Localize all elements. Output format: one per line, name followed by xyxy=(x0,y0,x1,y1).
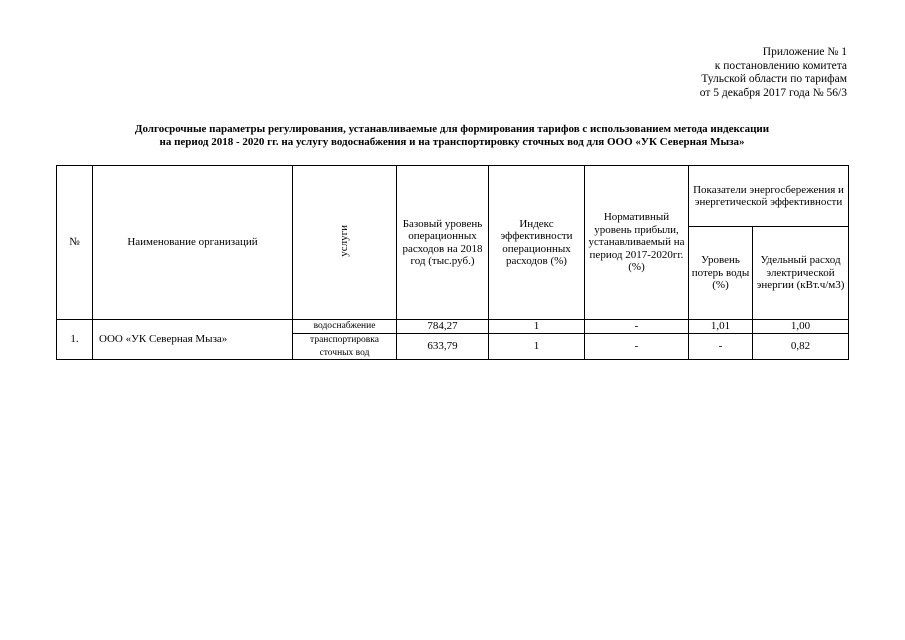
appendix-line: от 5 декабря 2017 года № 56/3 xyxy=(699,86,847,99)
header-profit: Нормативный уровень прибыли, устанавливаемый на период 2017-2020гг. (%) xyxy=(585,166,689,320)
header-electric: Удельный расход электрической энергии (кВт.ч/м3) xyxy=(753,227,849,320)
header-losses: Уровень потерь воды (%) xyxy=(689,227,753,320)
cell-electric: 1,00 xyxy=(753,320,849,334)
appendix-line: Тульской области по тарифам xyxy=(701,73,847,85)
header-row xyxy=(57,166,849,227)
cell-num: 1. xyxy=(57,320,93,360)
header-energy-group: Показатели энергосбережения и энергетической эффективности xyxy=(689,166,849,227)
header-org: Наименование организаций xyxy=(93,166,293,320)
title-line: на период 2018 - 2020 гг. на услугу водоснабжения и на транспортировку сточных вод для ООО «УК Северная Мыза» xyxy=(159,136,745,148)
cell-profit: - xyxy=(585,334,689,360)
header-index: Индекс эффективности операционных расходов (%) xyxy=(489,166,585,320)
document-title xyxy=(56,123,848,149)
cell-service: транспортировка сточных вод xyxy=(293,334,397,360)
cell-profit: - xyxy=(585,320,689,334)
cell-base: 784,27 xyxy=(397,320,489,334)
cell-index: 1 xyxy=(489,320,585,334)
parameters-table xyxy=(56,165,849,360)
cell-electric: 0,82 xyxy=(753,334,849,360)
cell-index: 1 xyxy=(489,334,585,360)
cell-service: водоснабжение xyxy=(293,320,397,334)
header-base: Базовый уровень операционных расходов на 2018 год (тыс.руб.) xyxy=(397,166,489,320)
table-row xyxy=(57,320,849,334)
appendix-line: Приложение № 1 xyxy=(762,46,847,58)
cell-losses: 1,01 xyxy=(689,320,753,334)
cell-base: 633,79 xyxy=(397,334,489,360)
header-service-label: услуги xyxy=(338,224,351,257)
appendix-line: к постановлению комитета xyxy=(714,59,847,72)
cell-losses: - xyxy=(689,334,753,360)
header-num: № xyxy=(57,166,93,320)
header-service xyxy=(293,166,397,320)
appendix-block xyxy=(700,46,847,100)
cell-org: ООО «УК Северная Мыза» xyxy=(93,320,293,360)
title-line: Долгосрочные параметры регулирования, устанавливаемые для формирования тарифов с использованием метода индексации xyxy=(134,123,770,135)
